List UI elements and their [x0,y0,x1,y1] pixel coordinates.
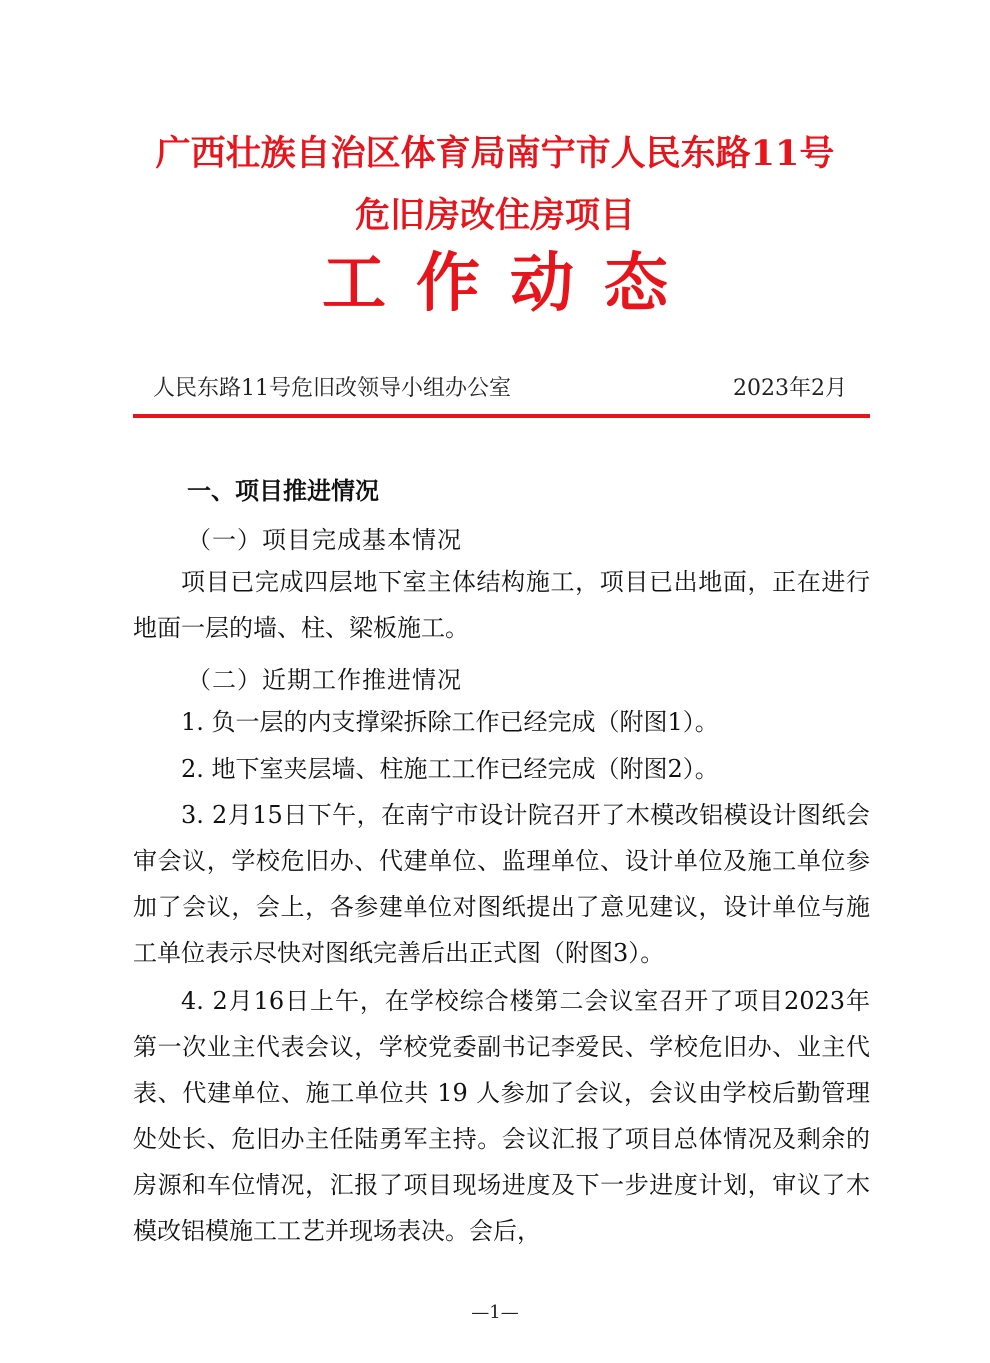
issuing-office: 人民东路11号危旧改领导小组办公室 [153,376,511,401]
subsection-heading-1: （一）项目完成基本情况 [187,526,462,554]
header-divider [133,414,870,418]
paragraph-item-2: 2. 地下室夹层墙、柱施工工作已经完成（附图2）。 [181,755,719,783]
paragraph-item-4: 4. 2月16日上午，在学校综合楼第二会议室召开了项目2023年第一次业主代表会议，学校党委副书记李爱民、学校危旧办、业主代表、代建单位、施工单位共 19 人参加了会议，会议由学校后勤管理处处长、危旧办主任陆勇军主持。会议汇报了项目总体情况及剩余的房源和车位情况，汇报了项目现场进度及下一步进度计划，审议了木模改铝模施工工艺并现场表决。会后， [133,987,870,1245]
issue-date: 2023年2月 [733,376,847,401]
document-title-line1: 广西壮族自治区体育局南宁市人民东路11号 [155,133,835,174]
document-main-title: 工作动态 [322,246,698,321]
paragraph-item-1: 1. 负一层的内支撑梁拆除工作已经完成（附图1）。 [181,708,719,736]
page-number: —1— [471,1302,519,1323]
paragraph-basic-status: 项目已完成四层地下室主体结构施工，项目已出地面，正在进行地面一层的墙、柱、梁板施工。 [133,568,870,642]
paragraph-item-3: 3. 2月15日下午，在南宁市设计院召开了木模改铝模设计图纸会审会议，学校危旧办、代建单位、监理单位、设计单位及施工单位参加了会议，会上，各参建单位对图纸提出了意见建议，设计单位与施工单位表示尽快对图纸完善后出正式图（附图3）。 [133,801,870,967]
section-heading: 一、项目推进情况 [187,477,379,505]
document-title-line2: 危旧房改住房项目 [354,195,635,236]
subsection-heading-2: （二）近期工作推进情况 [187,666,462,694]
